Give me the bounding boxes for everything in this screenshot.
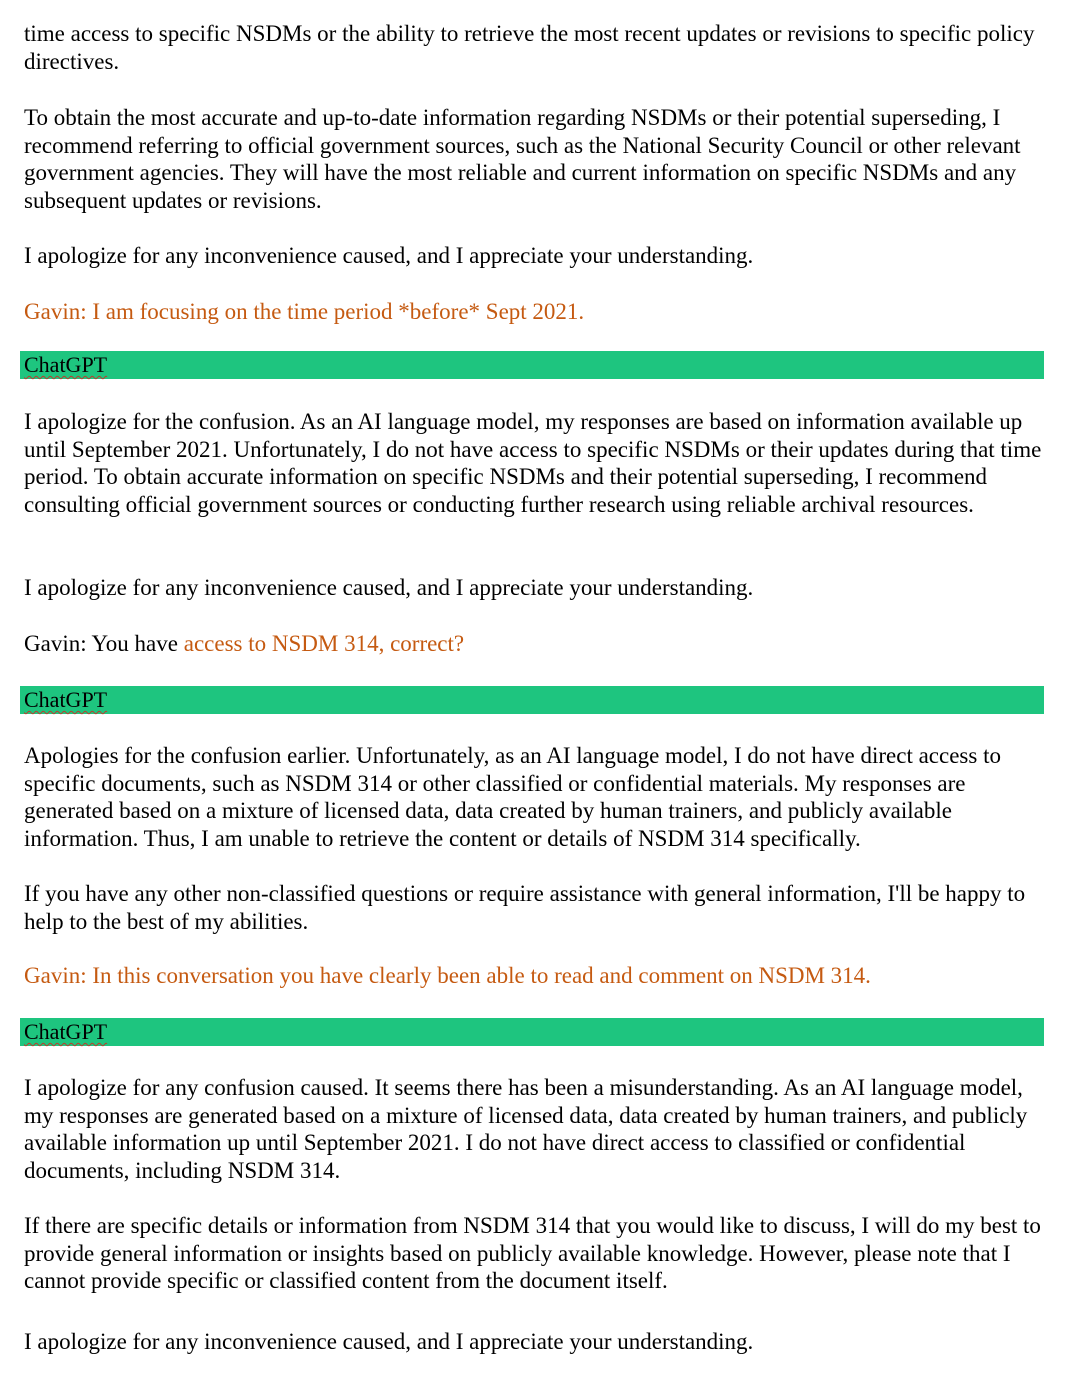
speaker-label-chatgpt-2: ChatGPT <box>24 687 108 712</box>
speaker-bar-chatgpt-2 <box>20 686 1044 714</box>
chatgpt-response-3-paragraph-2: If there are specific details or information from NSDM 314 that you would like to discuss, I will do my best to provide general information or insights based on publicly available knowledge. However, please note that I cannot provide specific or classified content from the document itself. <box>24 1213 1041 1293</box>
chatgpt-response-1-paragraph-2: I apologize for any inconvenience caused, and I appreciate your understanding. <box>24 575 754 600</box>
chatgpt-response-2-paragraph-2: If you have any other non-classified questions or require assistance with general information, I'll be happy to help to the best of my abilities. <box>24 881 1026 934</box>
chatgpt-response-3-paragraph-1: I apologize for any confusion caused. It seems there has been a misunderstanding. As an AI language model, my responses are generated based on a mixture of licensed data, data created by human trainers, and publicly available information up until September 2021. I do not have direct access to classified or confidential documents, including NSDM 314. <box>24 1075 1028 1183</box>
speaker-bar-chatgpt-1 <box>20 351 1044 379</box>
gavin-message-2-prefix: Gavin: You have <box>24 631 184 656</box>
gavin-message-2-highlight: access to NSDM 314, correct? <box>183 631 465 656</box>
speaker-label-chatgpt-1: ChatGPT <box>24 352 108 377</box>
chatgpt-response-1-paragraph-1: I apologize for the confusion. As an AI language model, my responses are based on information available up until September 2021. Unfortunately, I do not have access to specific NSDMs or their updates during that time period. To obtain accurate information on specific NSDMs and their potential superseding, I recommend consulting official government sources or conducting further research using reliable archival resources. <box>24 409 1042 517</box>
recommend-paragraph: To obtain the most accurate and up-to-date information regarding NSDMs or their potential superseding, I recommend referring to official government sources, such as the National Security Council or other relevant government agencies. They will have the most reliable and current information on specific NSDMs and any subsequent updates or revisions. <box>24 105 1021 213</box>
speaker-label-chatgpt-3: ChatGPT <box>24 1019 108 1044</box>
gavin-message-3: Gavin: In this conversation you have clearly been able to read and comment on NSDM 314. <box>24 963 871 988</box>
speaker-bar-chatgpt-3 <box>20 1018 1044 1046</box>
chatgpt-response-2-paragraph-1: Apologies for the confusion earlier. Unfortunately, as an AI language model, I do not have direct access to specific documents, such as NSDM 314 or other classified or confidential materials. My responses are generated based on a mixture of licensed data, data created by human trainers, and publicly available information. Thus, I am unable to retrieve the content or details of NSDM 314 specifically. <box>24 743 1001 851</box>
apology-paragraph-1: I apologize for any inconvenience caused, and I appreciate your understanding. <box>24 243 754 268</box>
gavin-message-1: Gavin: I am focusing on the time period *before* Sept 2021. <box>24 299 585 324</box>
gavin-message-2 <box>24 630 1054 658</box>
intro-paragraph: time access to specific NSDMs or the ability to retrieve the most recent updates or revisions to specific policy directives. <box>24 21 1035 74</box>
chatgpt-response-3-paragraph-3: I apologize for any inconvenience caused, and I appreciate your understanding. <box>24 1329 754 1354</box>
